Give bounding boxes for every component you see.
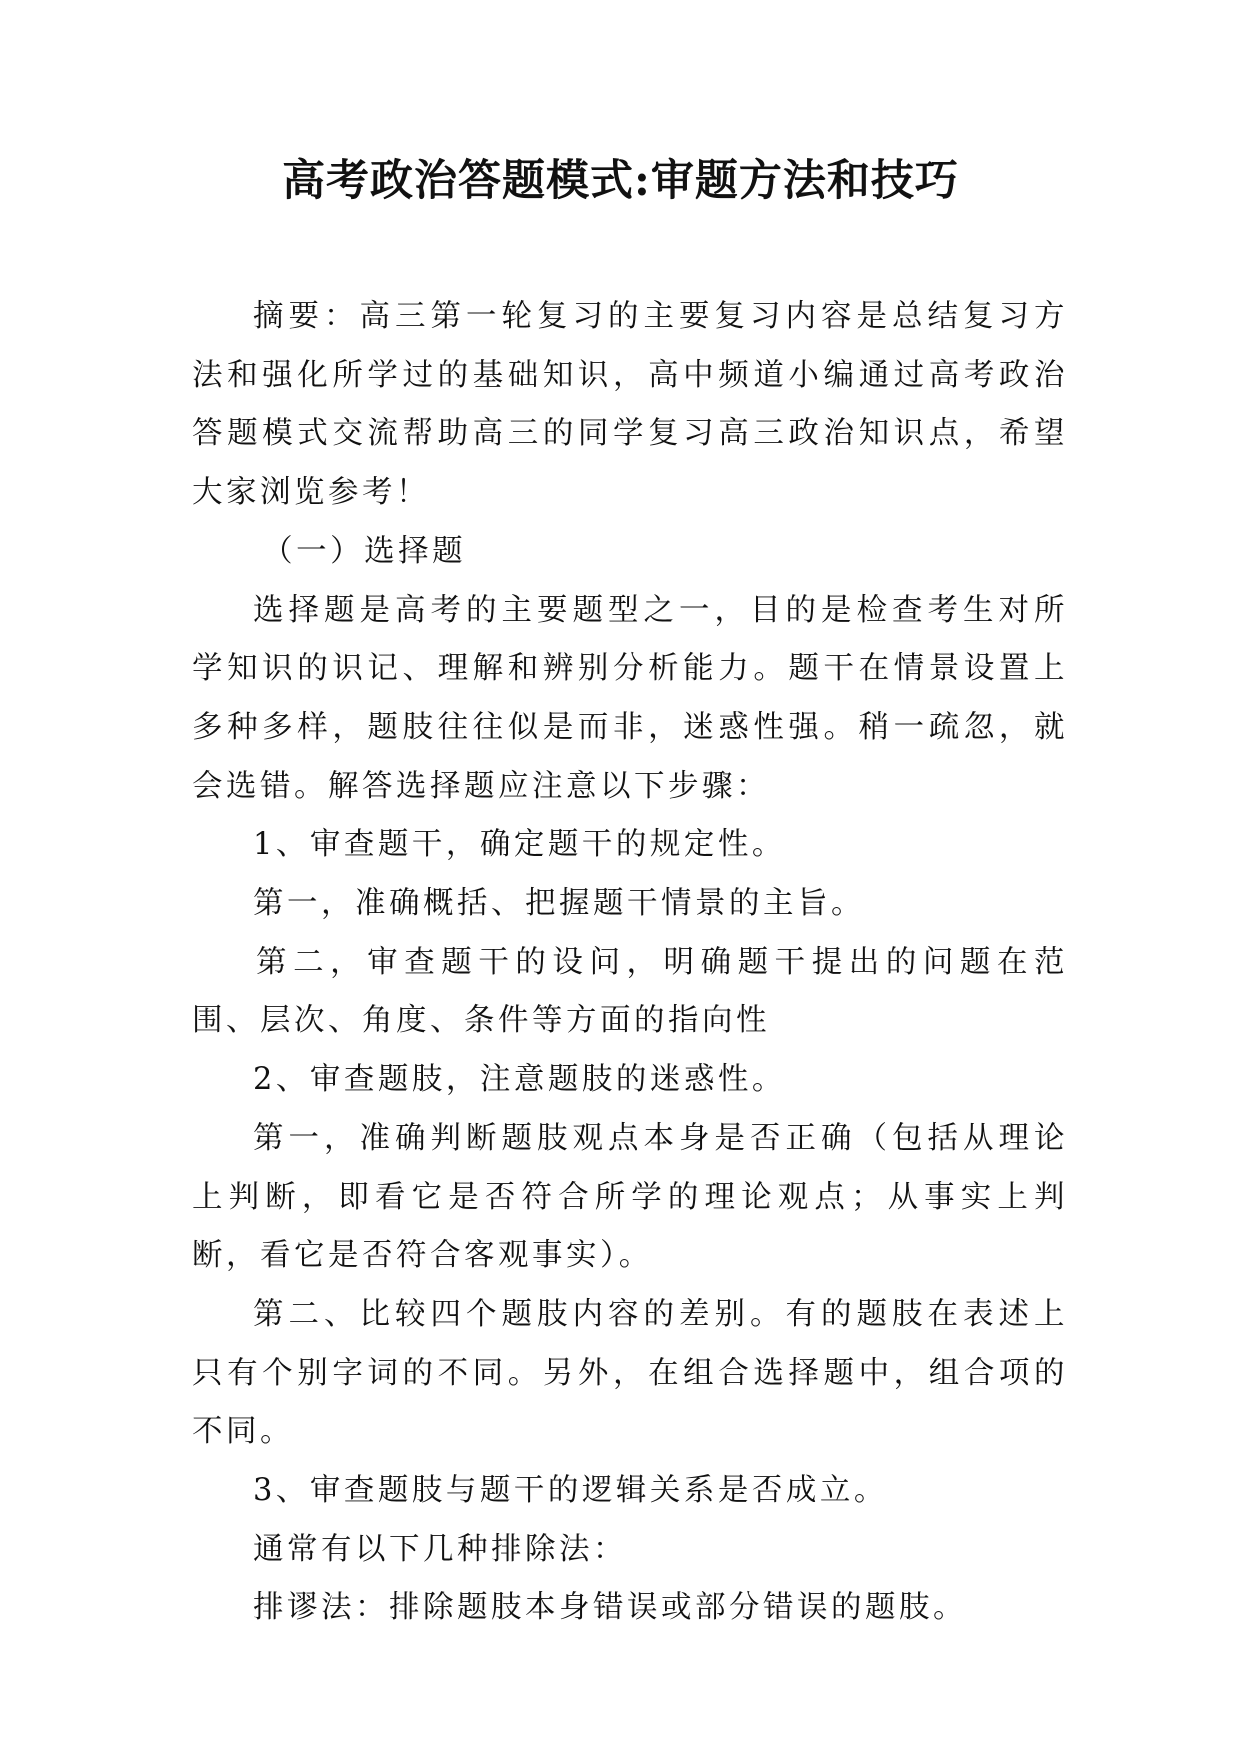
step-heading: 1、审查题干，确定题干的规定性。 <box>253 827 786 863</box>
paragraph: 第二，审查题干的设问，明确题干提出的问题在范围、层次、角度、条件等方面的指向性 <box>192 944 1068 1039</box>
paragraph: 第二、比较四个题肢内容的差别。有的题肢在表述上只有个别字词的不同。另外，在组合选择题中，组合项的不同。 <box>192 1296 1068 1450</box>
document-title: 高考政治答题模式:审题方法和技巧 <box>282 156 959 206</box>
paragraph: 第一，准确判断题肢观点本身是否正确（包括从理论上判断，即看它是否符合所学的理论观点；从事实上判断，看它是否符合客观事实）。 <box>192 1120 1068 1274</box>
step-heading: 2、审查题肢，注意题肢的迷惑性。 <box>253 1062 786 1098</box>
paragraph: 通常有以下几种排除法： <box>253 1531 627 1567</box>
abstract-paragraph: 摘要：高三第一轮复习的主要复习内容是总结复习方法和强化所学过的基础知识，高中频道小编通过高考政治答题模式交流帮助高三的同学复习高三政治知识点，希望大家浏览参考！ <box>192 299 1068 511</box>
document-body <box>192 288 1068 1638</box>
paragraph: 排谬法：排除题肢本身错误或部分错误的题肢。 <box>253 1590 967 1626</box>
paragraph: 选择题是高考的主要题型之一，目的是检查考生对所学知识的识记、理解和辨别分析能力。题干在情景设置上多种多样，题肢往往似是而非，迷惑性强。稍一疏忽，就会选错。解答选择题应注意以下步骤： <box>192 592 1068 804</box>
paragraph: 第一，准确概括、把握题干情景的主旨。 <box>253 886 865 922</box>
step-heading: 3、审查题肢与题干的逻辑关系是否成立。 <box>253 1473 888 1509</box>
section-heading: （一）选择题 <box>262 533 467 569</box>
